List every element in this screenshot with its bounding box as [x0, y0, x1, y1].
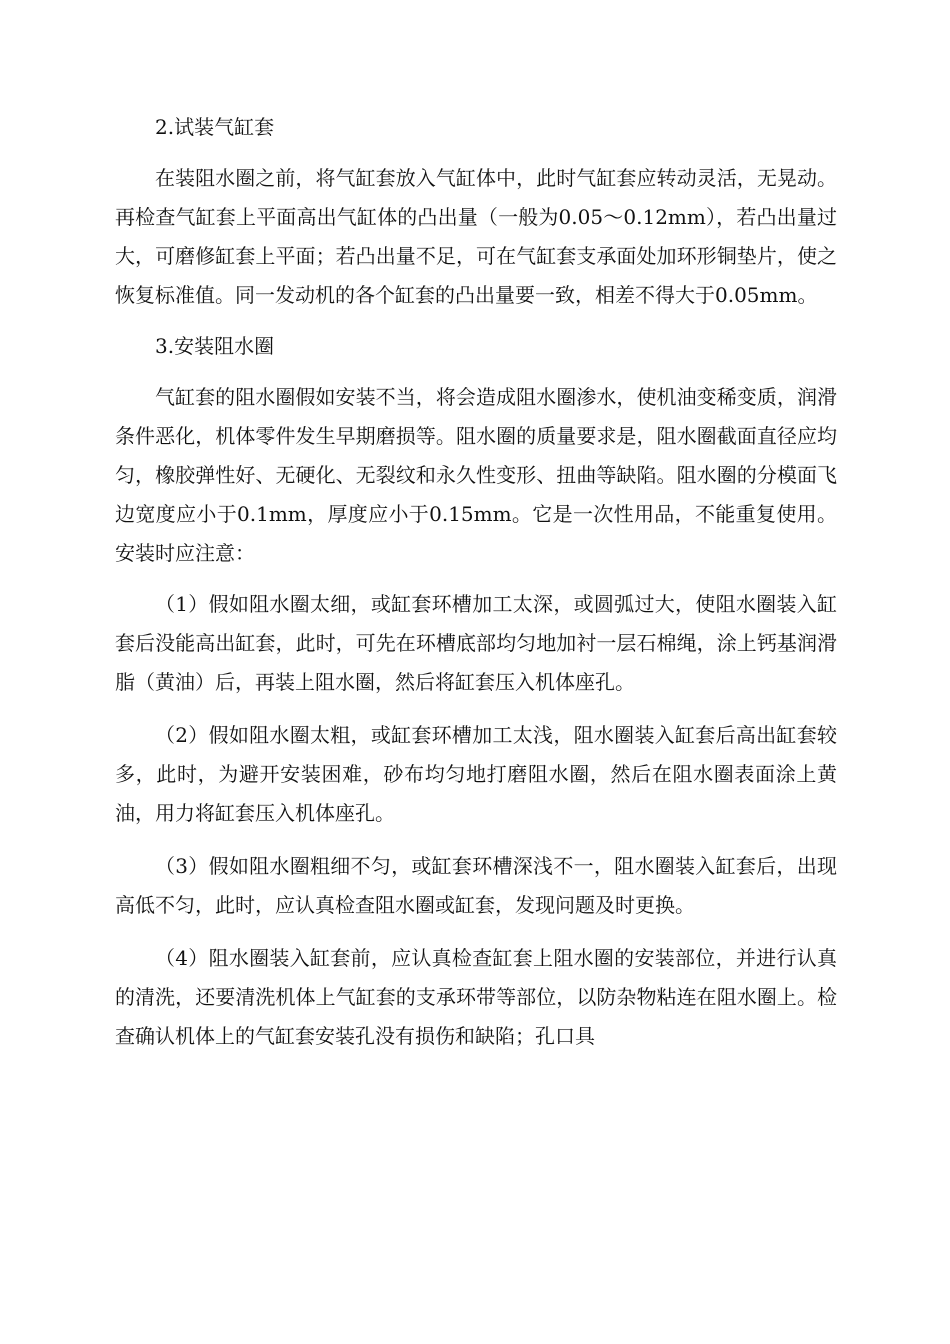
- section-2-paragraph: 在装阻水圈之前，将气缸套放入气缸体中，此时气缸套应转动灵活，无晃动。再检查气缸套上平面高出气缸体的凸出量（一般为0.05～0.12mm），若凸出量过大，可磨修缸套上平面；若凸出量不足，可在气缸套支承面处加环形铜垫片，使之恢复标准值。同一发动机的各个缸套的凸出量要一致，相差不得大于0.05mm。: [115, 166, 837, 307]
- list-item-3: （3）假如阻水圈粗细不匀，或缸套环槽深浅不一，阻水圈装入缸套后，出现高低不匀，此时，应认真检查阻水圈或缸套，发现问题及时更换。: [115, 854, 837, 917]
- document-body: [115, 108, 837, 1070]
- list-item-1: （1）假如阻水圈太细，或缸套环槽加工太深，或圆弧过大，使阻水圈装入缸套后没能高出缸套，此时，可先在环槽底部均匀地加衬一层石棉绳，涂上钙基润滑脂（黄油）后，再装上阻水圈，然后将缸套压入机体座孔。: [115, 592, 837, 694]
- list-item-4: （4）阻水圈装入缸套前，应认真检查缸套上阻水圈的安装部位，并进行认真的清洗，还要清洗机体上气缸套的支承环带等部位，以防杂物粘连在阻水圈上。检查确认机体上的气缸套安装孔没有损伤和缺陷；孔口具: [115, 946, 837, 1048]
- section-3-intro-paragraph: 气缸套的阻水圈假如安装不当，将会造成阻水圈渗水，使机油变稀变质，润滑条件恶化，机体零件发生早期磨损等。阻水圈的质量要求是，阻水圈截面直径应均匀，橡胶弹性好、无硬化、无裂纹和永久性变形、扭曲等缺陷。阻水圈的分模面飞边宽度应小于0.1mm，厚度应小于0.15mm。它是一次性用品，不能重复使用。安装时应注意：: [115, 385, 837, 565]
- list-item-2: （2）假如阻水圈太粗，或缸套环槽加工太浅，阻水圈装入缸套后高出缸套较多，此时，为避开安装困难，砂布均匀地打磨阻水圈，然后在阻水圈表面涂上黄油，用力将缸套压入机体座孔。: [115, 723, 837, 825]
- section-3-heading: 3.安装阻水圈: [155, 334, 275, 358]
- section-2-heading: 2.试装气缸套: [155, 115, 275, 139]
